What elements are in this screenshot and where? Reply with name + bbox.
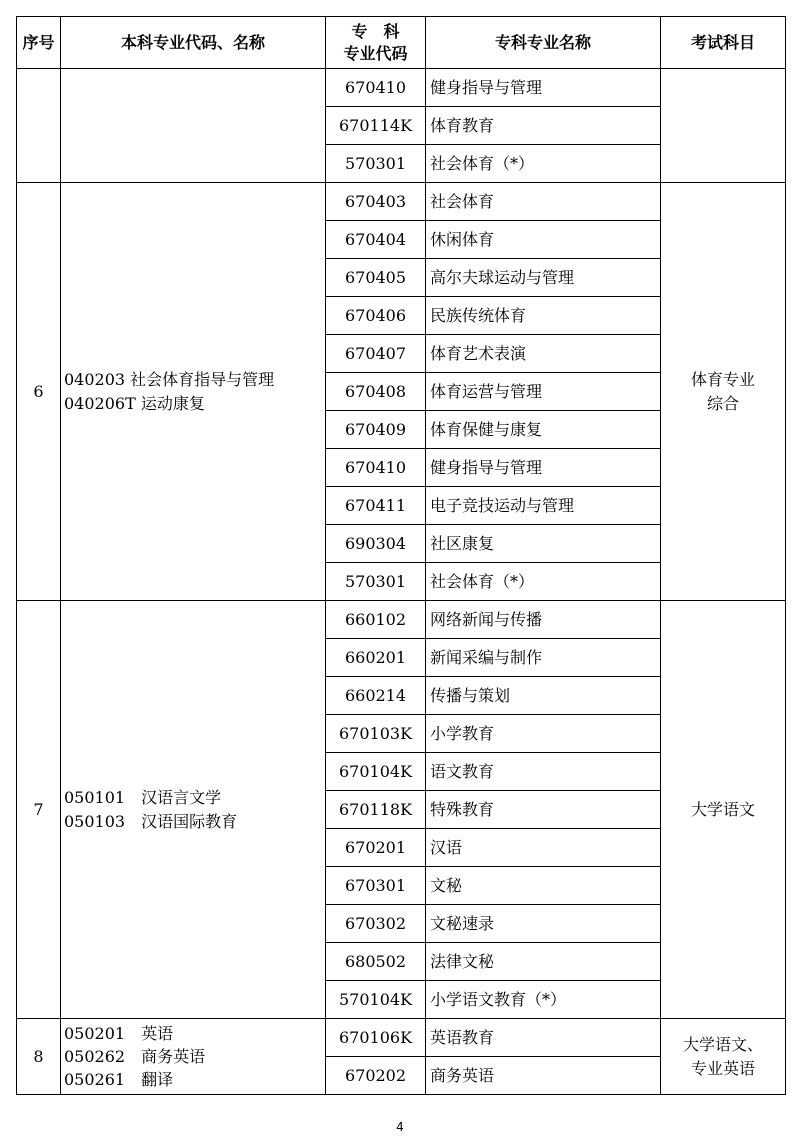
college-code-cell: 670202 bbox=[326, 1057, 426, 1095]
bachelor-major-line: 040206T 运动康复 bbox=[64, 393, 205, 413]
college-name-cell: 新闻采编与制作 bbox=[426, 639, 661, 677]
college-name-cell: 商务英语 bbox=[426, 1057, 661, 1095]
table-row bbox=[17, 601, 786, 639]
college-code-cell: 670410 bbox=[326, 449, 426, 487]
college-name-cell: 传播与策划 bbox=[426, 677, 661, 715]
college-code-cell: 670407 bbox=[326, 335, 426, 373]
exam-subject-cell bbox=[661, 69, 786, 183]
header-seq: 序号 bbox=[17, 17, 61, 69]
table-row bbox=[17, 1019, 786, 1057]
header-college-name: 专科专业名称 bbox=[426, 17, 661, 69]
exam-subject-line: 综合 bbox=[706, 393, 739, 413]
college-name-cell: 体育保健与康复 bbox=[426, 411, 661, 449]
college-name-cell: 社区康复 bbox=[426, 525, 661, 563]
college-code-cell: 670406 bbox=[326, 297, 426, 335]
college-code-cell: 680502 bbox=[326, 943, 426, 981]
college-name-cell: 文秘 bbox=[426, 867, 661, 905]
college-name-cell: 健身指导与管理 bbox=[426, 69, 661, 107]
bachelor-major-line: 050103 汉语国际教育 bbox=[64, 811, 238, 831]
exam-subject-cell bbox=[661, 601, 786, 1019]
college-code-cell: 570104K bbox=[326, 981, 426, 1019]
bachelor-major-line: 050261 翻译 bbox=[64, 1070, 174, 1090]
table-header-row bbox=[17, 17, 786, 69]
college-name-cell: 高尔夫球运动与管理 bbox=[426, 259, 661, 297]
header-college-code-line1: 专 科 bbox=[351, 21, 400, 41]
exam-subject-line: 大学语文、 bbox=[682, 1035, 763, 1055]
college-name-cell: 社会体育（*） bbox=[426, 145, 661, 183]
table-row bbox=[17, 69, 786, 107]
college-name-cell: 休闲体育 bbox=[426, 221, 661, 259]
college-code-cell: 690304 bbox=[326, 525, 426, 563]
college-code-cell: 670411 bbox=[326, 487, 426, 525]
college-code-cell: 670409 bbox=[326, 411, 426, 449]
college-name-cell: 体育艺术表演 bbox=[426, 335, 661, 373]
college-code-cell: 670201 bbox=[326, 829, 426, 867]
seq-cell: 7 bbox=[17, 601, 61, 1019]
bachelor-major-line: 050201 英语 bbox=[64, 1023, 174, 1043]
college-name-cell: 体育运营与管理 bbox=[426, 373, 661, 411]
college-code-cell: 670106K bbox=[326, 1019, 426, 1057]
bachelor-major-line: 040203 社会体育指导与管理 bbox=[64, 370, 275, 390]
college-name-cell: 民族传统体育 bbox=[426, 297, 661, 335]
header-exam-subject: 考试科目 bbox=[661, 17, 786, 69]
college-code-cell: 670302 bbox=[326, 905, 426, 943]
header-college-code bbox=[326, 17, 426, 69]
bachelor-major-cell bbox=[61, 69, 326, 183]
college-name-cell: 文秘速录 bbox=[426, 905, 661, 943]
table-row bbox=[17, 183, 786, 221]
college-code-cell: 670103K bbox=[326, 715, 426, 753]
college-code-cell: 670408 bbox=[326, 373, 426, 411]
exam-subject-cell bbox=[661, 1019, 786, 1095]
header-bachelor-major: 本科专业代码、名称 bbox=[61, 17, 326, 69]
college-code-cell: 660102 bbox=[326, 601, 426, 639]
page-number: 4 bbox=[396, 1120, 404, 1134]
college-code-cell: 670405 bbox=[326, 259, 426, 297]
college-code-cell: 670404 bbox=[326, 221, 426, 259]
college-name-cell: 健身指导与管理 bbox=[426, 449, 661, 487]
bachelor-major-line: 050101 汉语言文学 bbox=[64, 788, 222, 808]
college-name-cell: 体育教育 bbox=[426, 107, 661, 145]
college-code-cell: 570301 bbox=[326, 563, 426, 601]
seq-cell: 6 bbox=[17, 183, 61, 601]
major-table bbox=[16, 16, 786, 1095]
college-code-cell: 670301 bbox=[326, 867, 426, 905]
table-body bbox=[17, 69, 786, 1095]
college-name-cell: 社会体育（*） bbox=[426, 563, 661, 601]
bachelor-major-cell bbox=[61, 1019, 326, 1095]
college-name-cell: 汉语 bbox=[426, 829, 661, 867]
college-name-cell: 小学语文教育（*） bbox=[426, 981, 661, 1019]
college-name-cell: 特殊教育 bbox=[426, 791, 661, 829]
college-name-cell: 英语教育 bbox=[426, 1019, 661, 1057]
exam-subject-cell bbox=[661, 183, 786, 601]
college-code-cell: 670118K bbox=[326, 791, 426, 829]
bachelor-major-cell bbox=[61, 601, 326, 1019]
exam-subject-line: 大学语文 bbox=[690, 799, 755, 819]
college-name-cell: 电子竞技运动与管理 bbox=[426, 487, 661, 525]
college-name-cell: 法律文秘 bbox=[426, 943, 661, 981]
exam-subject-line: 专业英语 bbox=[690, 1058, 755, 1078]
exam-subject-line: 体育专业 bbox=[690, 370, 755, 390]
college-code-cell: 670403 bbox=[326, 183, 426, 221]
college-code-cell: 660214 bbox=[326, 677, 426, 715]
college-name-cell: 社会体育 bbox=[426, 183, 661, 221]
college-name-cell: 语文教育 bbox=[426, 753, 661, 791]
college-code-cell: 660201 bbox=[326, 639, 426, 677]
college-code-cell: 570301 bbox=[326, 145, 426, 183]
college-code-cell: 670104K bbox=[326, 753, 426, 791]
college-name-cell: 网络新闻与传播 bbox=[426, 601, 661, 639]
college-code-cell: 670114K bbox=[326, 107, 426, 145]
seq-cell: 8 bbox=[17, 1019, 61, 1095]
bachelor-major-line: 050262 商务英语 bbox=[64, 1046, 206, 1066]
header-college-code-line2: 专业代码 bbox=[343, 43, 408, 63]
seq-cell bbox=[17, 69, 61, 183]
college-name-cell: 小学教育 bbox=[426, 715, 661, 753]
bachelor-major-cell bbox=[61, 183, 326, 601]
college-code-cell: 670410 bbox=[326, 69, 426, 107]
